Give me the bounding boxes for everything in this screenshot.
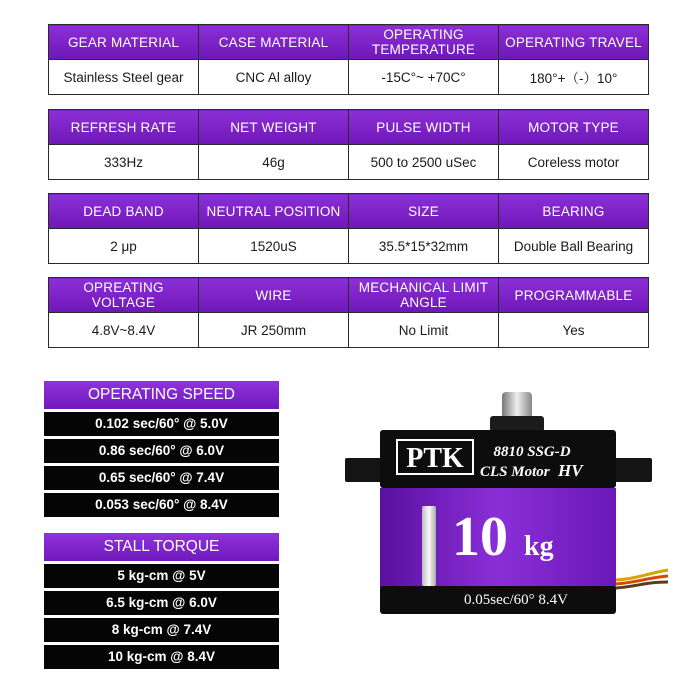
- servo-product-image: [340, 390, 670, 620]
- speed-row: 0.053 sec/60° @ 8.4V: [44, 493, 279, 517]
- value-mechanical-limit-angle: No Limit: [349, 313, 499, 348]
- spec-table-3: [48, 193, 649, 264]
- motor-label: CLS Motor: [480, 464, 550, 480]
- value-pulse-width: 500 to 2500 uSec: [349, 145, 499, 180]
- value-programmable: Yes: [499, 313, 649, 348]
- header-net-weight: NET WEIGHT: [199, 110, 349, 145]
- value-operating-travel: 180°+（-）10°: [499, 60, 649, 95]
- header-operating-voltage: OPREATING VOLTAGE: [49, 278, 199, 313]
- header-gear-material: GEAR MATERIAL: [49, 25, 199, 60]
- wire-signal: [616, 570, 668, 580]
- header-refresh-rate: REFRESH RATE: [49, 110, 199, 145]
- header-size: SIZE: [349, 194, 499, 229]
- brand-logo: PTK: [406, 443, 464, 474]
- torque-row: 5 kg-cm @ 5V: [44, 564, 279, 588]
- speed-label: 0.05sec/60° 8.4V: [464, 592, 568, 608]
- value-bearing: Double Ball Bearing: [499, 229, 649, 264]
- operating-speed-title: OPERATING SPEED: [44, 381, 279, 409]
- header-mechanical-limit-angle: MECHANICAL LIMIT ANGLE: [349, 278, 499, 313]
- speed-row: 0.102 sec/60° @ 5.0V: [44, 412, 279, 436]
- header-operating-temperature: OPERATING TEMPERATURE: [349, 25, 499, 60]
- value-motor-type: Coreless motor: [499, 145, 649, 180]
- torque-row: 10 kg-cm @ 8.4V: [44, 645, 279, 669]
- operating-speed-block: [44, 381, 279, 517]
- hv-label: HV: [558, 461, 583, 480]
- header-wire: WIRE: [199, 278, 349, 313]
- header-neutral-position: NEUTRAL POSITION: [199, 194, 349, 229]
- value-wire: JR 250mm: [199, 313, 349, 348]
- value-refresh-rate: 333Hz: [49, 145, 199, 180]
- spec-table-4: [48, 277, 649, 348]
- header-programmable: PROGRAMMABLE: [499, 278, 649, 313]
- header-dead-band: DEAD BAND: [49, 194, 199, 229]
- servo-illustration: [340, 390, 670, 620]
- side-slot: [422, 506, 436, 586]
- value-case-material: CNC Al alloy: [199, 60, 349, 95]
- stall-torque-title: STALL TORQUE: [44, 533, 279, 561]
- spec-table-2: [48, 109, 649, 180]
- spec-table-1: [48, 24, 649, 95]
- torque-row: 6.5 kg-cm @ 6.0V: [44, 591, 279, 615]
- value-neutral-position: 1520uS: [199, 229, 349, 264]
- value-size: 35.5*15*32mm: [349, 229, 499, 264]
- value-operating-temperature: -15C°~ +70C°: [349, 60, 499, 95]
- output-spline: [502, 392, 532, 420]
- value-dead-band: 2 μp: [49, 229, 199, 264]
- torque-unit: kg: [524, 531, 554, 562]
- torque-number: 10: [452, 506, 508, 568]
- model-label: 8810 SSG-D: [493, 444, 571, 460]
- header-pulse-width: PULSE WIDTH: [349, 110, 499, 145]
- speed-row: 0.65 sec/60° @ 7.4V: [44, 466, 279, 490]
- stall-torque-block: [44, 533, 279, 669]
- torque-row: 8 kg-cm @ 7.4V: [44, 618, 279, 642]
- value-operating-voltage: 4.8V~8.4V: [49, 313, 199, 348]
- header-operating-travel: OPERATING TRAVEL: [499, 25, 649, 60]
- speed-row: 0.86 sec/60° @ 6.0V: [44, 439, 279, 463]
- value-gear-material: Stainless Steel gear: [49, 60, 199, 95]
- header-case-material: CASE MATERIAL: [199, 25, 349, 60]
- header-motor-type: MOTOR TYPE: [499, 110, 649, 145]
- header-bearing: BEARING: [499, 194, 649, 229]
- value-net-weight: 46g: [199, 145, 349, 180]
